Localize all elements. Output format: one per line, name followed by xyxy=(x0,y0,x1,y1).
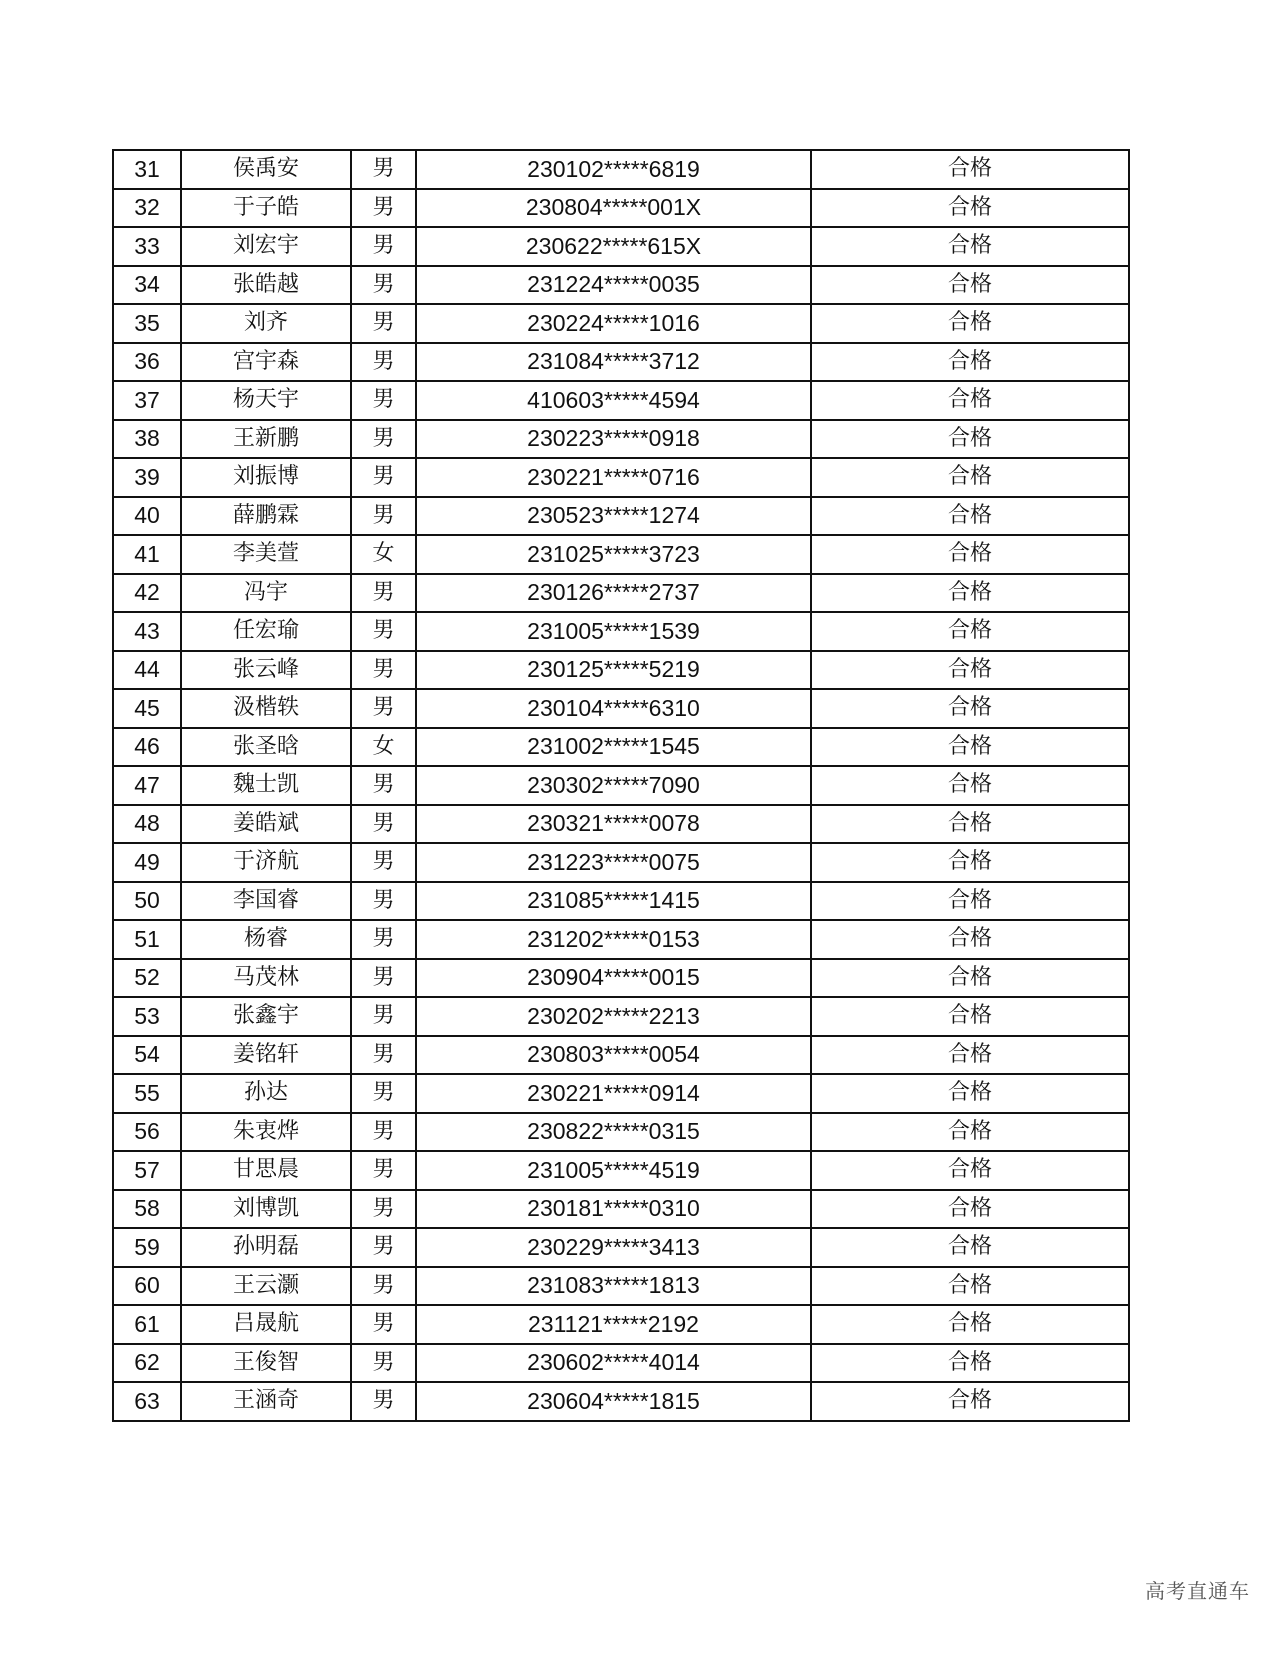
candidate-id-number: 230125*****5219 xyxy=(416,651,811,690)
exam-result: 合格 xyxy=(811,997,1129,1036)
candidate-id-number: 231121*****2192 xyxy=(416,1305,811,1344)
row-number: 48 xyxy=(113,805,181,844)
candidate-gender: 男 xyxy=(351,266,416,305)
row-number: 58 xyxy=(113,1190,181,1229)
table-row xyxy=(113,728,1129,767)
exam-result: 合格 xyxy=(811,458,1129,497)
row-number: 55 xyxy=(113,1074,181,1113)
exam-result: 合格 xyxy=(811,728,1129,767)
row-number: 47 xyxy=(113,766,181,805)
row-number: 35 xyxy=(113,304,181,343)
candidate-id-number: 230321*****0078 xyxy=(416,805,811,844)
candidate-gender: 男 xyxy=(351,497,416,536)
exam-result: 合格 xyxy=(811,1151,1129,1190)
table-row xyxy=(113,997,1129,1036)
candidate-gender: 男 xyxy=(351,150,416,189)
candidate-gender: 男 xyxy=(351,1151,416,1190)
row-number: 31 xyxy=(113,150,181,189)
exam-result: 合格 xyxy=(811,1267,1129,1306)
table-row xyxy=(113,1151,1129,1190)
table-row xyxy=(113,689,1129,728)
exam-result: 合格 xyxy=(811,612,1129,651)
table-row xyxy=(113,805,1129,844)
watermark-text: 高考直通车 xyxy=(1145,1579,1250,1603)
row-number: 61 xyxy=(113,1305,181,1344)
candidate-name: 张皓越 xyxy=(181,266,351,305)
candidate-name: 李国睿 xyxy=(181,882,351,921)
candidate-name: 杨天宇 xyxy=(181,381,351,420)
candidate-name: 王新鹏 xyxy=(181,420,351,459)
table-row xyxy=(113,1228,1129,1267)
candidate-name: 张圣晗 xyxy=(181,728,351,767)
candidate-id-number: 230803*****0054 xyxy=(416,1036,811,1075)
candidate-id-number: 230104*****6310 xyxy=(416,689,811,728)
candidate-id-number: 410603*****4594 xyxy=(416,381,811,420)
candidate-id-number: 230229*****3413 xyxy=(416,1228,811,1267)
candidate-id-number: 230181*****0310 xyxy=(416,1190,811,1229)
row-number: 33 xyxy=(113,227,181,266)
row-number: 38 xyxy=(113,420,181,459)
candidate-id-number: 230822*****0315 xyxy=(416,1113,811,1152)
candidate-gender: 男 xyxy=(351,574,416,613)
candidate-gender: 男 xyxy=(351,805,416,844)
table-row xyxy=(113,766,1129,805)
table-row xyxy=(113,843,1129,882)
candidate-id-number: 231085*****1415 xyxy=(416,882,811,921)
row-number: 34 xyxy=(113,266,181,305)
candidate-gender: 男 xyxy=(351,1113,416,1152)
candidate-gender: 男 xyxy=(351,766,416,805)
candidate-id-number: 231084*****3712 xyxy=(416,343,811,382)
candidate-name: 朱衷烨 xyxy=(181,1113,351,1152)
candidate-id-number: 231025*****3723 xyxy=(416,535,811,574)
candidate-gender: 男 xyxy=(351,1382,416,1421)
candidate-id-number: 230102*****6819 xyxy=(416,150,811,189)
exam-result: 合格 xyxy=(811,381,1129,420)
table-row xyxy=(113,1036,1129,1075)
row-number: 40 xyxy=(113,497,181,536)
table-row xyxy=(113,882,1129,921)
candidate-name: 吕晟航 xyxy=(181,1305,351,1344)
exam-result: 合格 xyxy=(811,920,1129,959)
row-number: 46 xyxy=(113,728,181,767)
exam-result: 合格 xyxy=(811,1382,1129,1421)
candidate-name: 冯宇 xyxy=(181,574,351,613)
table-row xyxy=(113,304,1129,343)
row-number: 49 xyxy=(113,843,181,882)
table-row xyxy=(113,343,1129,382)
table-row xyxy=(113,1382,1129,1421)
candidate-name: 王云灏 xyxy=(181,1267,351,1306)
candidate-gender: 男 xyxy=(351,420,416,459)
table-row xyxy=(113,1344,1129,1383)
row-number: 57 xyxy=(113,1151,181,1190)
candidate-name: 孙达 xyxy=(181,1074,351,1113)
exam-result: 合格 xyxy=(811,535,1129,574)
candidate-gender: 男 xyxy=(351,189,416,228)
row-number: 62 xyxy=(113,1344,181,1383)
row-number: 53 xyxy=(113,997,181,1036)
exam-result: 合格 xyxy=(811,651,1129,690)
candidate-gender: 男 xyxy=(351,997,416,1036)
table-row xyxy=(113,535,1129,574)
candidate-name: 宫宇森 xyxy=(181,343,351,382)
candidate-name: 刘博凯 xyxy=(181,1190,351,1229)
table-row xyxy=(113,959,1129,998)
candidate-name: 马茂林 xyxy=(181,959,351,998)
table-row xyxy=(113,420,1129,459)
exam-result: 合格 xyxy=(811,189,1129,228)
candidate-id-number: 230622*****615X xyxy=(416,227,811,266)
table-row xyxy=(113,1113,1129,1152)
exam-result: 合格 xyxy=(811,497,1129,536)
candidate-gender: 男 xyxy=(351,1228,416,1267)
table-row xyxy=(113,266,1129,305)
table-row xyxy=(113,1190,1129,1229)
candidate-name: 张鑫宇 xyxy=(181,997,351,1036)
exam-result: 合格 xyxy=(811,150,1129,189)
candidate-gender: 男 xyxy=(351,381,416,420)
candidate-gender: 男 xyxy=(351,920,416,959)
candidate-gender: 男 xyxy=(351,1305,416,1344)
candidate-name: 薛鹏霖 xyxy=(181,497,351,536)
row-number: 63 xyxy=(113,1382,181,1421)
candidate-gender: 男 xyxy=(351,1074,416,1113)
table-row xyxy=(113,612,1129,651)
candidate-id-number: 230604*****1815 xyxy=(416,1382,811,1421)
candidate-id-number: 230223*****0918 xyxy=(416,420,811,459)
candidate-gender: 男 xyxy=(351,882,416,921)
exam-result: 合格 xyxy=(811,574,1129,613)
candidate-name: 王涵奇 xyxy=(181,1382,351,1421)
exam-result: 合格 xyxy=(811,227,1129,266)
exam-result: 合格 xyxy=(811,1228,1129,1267)
exam-result: 合格 xyxy=(811,1344,1129,1383)
row-number: 45 xyxy=(113,689,181,728)
candidate-id-number: 231083*****1813 xyxy=(416,1267,811,1306)
candidate-name: 刘振博 xyxy=(181,458,351,497)
candidate-name: 魏士凯 xyxy=(181,766,351,805)
row-number: 43 xyxy=(113,612,181,651)
candidate-gender: 男 xyxy=(351,1344,416,1383)
candidate-gender: 女 xyxy=(351,728,416,767)
row-number: 39 xyxy=(113,458,181,497)
candidate-id-number: 231005*****4519 xyxy=(416,1151,811,1190)
row-number: 42 xyxy=(113,574,181,613)
candidate-name: 刘齐 xyxy=(181,304,351,343)
exam-result: 合格 xyxy=(811,805,1129,844)
row-number: 41 xyxy=(113,535,181,574)
exam-result: 合格 xyxy=(811,689,1129,728)
candidate-id-number: 231002*****1545 xyxy=(416,728,811,767)
candidate-id-number: 230904*****0015 xyxy=(416,959,811,998)
table-row xyxy=(113,1305,1129,1344)
exam-result: 合格 xyxy=(811,959,1129,998)
table-row xyxy=(113,651,1129,690)
candidate-gender: 男 xyxy=(351,343,416,382)
results-table xyxy=(112,149,1130,1422)
candidate-gender: 男 xyxy=(351,1036,416,1075)
exam-result: 合格 xyxy=(811,420,1129,459)
candidate-id-number: 230126*****2737 xyxy=(416,574,811,613)
candidate-id-number: 231224*****0035 xyxy=(416,266,811,305)
exam-result: 合格 xyxy=(811,343,1129,382)
candidate-name: 孙明磊 xyxy=(181,1228,351,1267)
row-number: 36 xyxy=(113,343,181,382)
table-row xyxy=(113,150,1129,189)
candidate-name: 杨睿 xyxy=(181,920,351,959)
candidate-gender: 男 xyxy=(351,843,416,882)
row-number: 56 xyxy=(113,1113,181,1152)
candidate-id-number: 230202*****2213 xyxy=(416,997,811,1036)
exam-result: 合格 xyxy=(811,266,1129,305)
candidate-name: 张云峰 xyxy=(181,651,351,690)
table-row xyxy=(113,458,1129,497)
row-number: 52 xyxy=(113,959,181,998)
candidate-gender: 女 xyxy=(351,535,416,574)
candidate-id-number: 231223*****0075 xyxy=(416,843,811,882)
candidate-gender: 男 xyxy=(351,304,416,343)
exam-result: 合格 xyxy=(811,1074,1129,1113)
table-row xyxy=(113,1267,1129,1306)
candidate-id-number: 230523*****1274 xyxy=(416,497,811,536)
candidate-gender: 男 xyxy=(351,227,416,266)
candidate-gender: 男 xyxy=(351,651,416,690)
exam-result: 合格 xyxy=(811,1190,1129,1229)
table-row xyxy=(113,1074,1129,1113)
candidate-name: 李美萱 xyxy=(181,535,351,574)
candidate-name: 任宏瑜 xyxy=(181,612,351,651)
candidate-name: 姜铭轩 xyxy=(181,1036,351,1075)
candidate-id-number: 230221*****0716 xyxy=(416,458,811,497)
row-number: 44 xyxy=(113,651,181,690)
candidate-id-number: 230221*****0914 xyxy=(416,1074,811,1113)
candidate-name: 王俊智 xyxy=(181,1344,351,1383)
candidate-id-number: 230302*****7090 xyxy=(416,766,811,805)
candidate-gender: 男 xyxy=(351,612,416,651)
table-row xyxy=(113,227,1129,266)
table-row xyxy=(113,574,1129,613)
exam-result: 合格 xyxy=(811,1113,1129,1152)
candidate-gender: 男 xyxy=(351,689,416,728)
exam-result: 合格 xyxy=(811,304,1129,343)
candidate-gender: 男 xyxy=(351,1190,416,1229)
table-row xyxy=(113,920,1129,959)
row-number: 51 xyxy=(113,920,181,959)
candidate-name: 于子皓 xyxy=(181,189,351,228)
row-number: 59 xyxy=(113,1228,181,1267)
row-number: 37 xyxy=(113,381,181,420)
candidate-name: 甘思晨 xyxy=(181,1151,351,1190)
table-row xyxy=(113,497,1129,536)
exam-result: 合格 xyxy=(811,1036,1129,1075)
row-number: 54 xyxy=(113,1036,181,1075)
candidate-gender: 男 xyxy=(351,458,416,497)
row-number: 32 xyxy=(113,189,181,228)
exam-result: 合格 xyxy=(811,882,1129,921)
exam-result: 合格 xyxy=(811,766,1129,805)
candidate-gender: 男 xyxy=(351,1267,416,1306)
candidate-id-number: 230804*****001X xyxy=(416,189,811,228)
candidate-id-number: 230602*****4014 xyxy=(416,1344,811,1383)
row-number: 60 xyxy=(113,1267,181,1306)
candidate-name: 姜皓斌 xyxy=(181,805,351,844)
candidate-name: 于济航 xyxy=(181,843,351,882)
table-row xyxy=(113,381,1129,420)
candidate-gender: 男 xyxy=(351,959,416,998)
candidate-id-number: 230224*****1016 xyxy=(416,304,811,343)
exam-result: 合格 xyxy=(811,1305,1129,1344)
candidate-id-number: 231005*****1539 xyxy=(416,612,811,651)
candidate-name: 汲楷轶 xyxy=(181,689,351,728)
candidate-name: 侯禹安 xyxy=(181,150,351,189)
row-number: 50 xyxy=(113,882,181,921)
results-table-body xyxy=(113,150,1129,1421)
candidate-name: 刘宏宇 xyxy=(181,227,351,266)
table-row xyxy=(113,189,1129,228)
candidate-id-number: 231202*****0153 xyxy=(416,920,811,959)
exam-result: 合格 xyxy=(811,843,1129,882)
